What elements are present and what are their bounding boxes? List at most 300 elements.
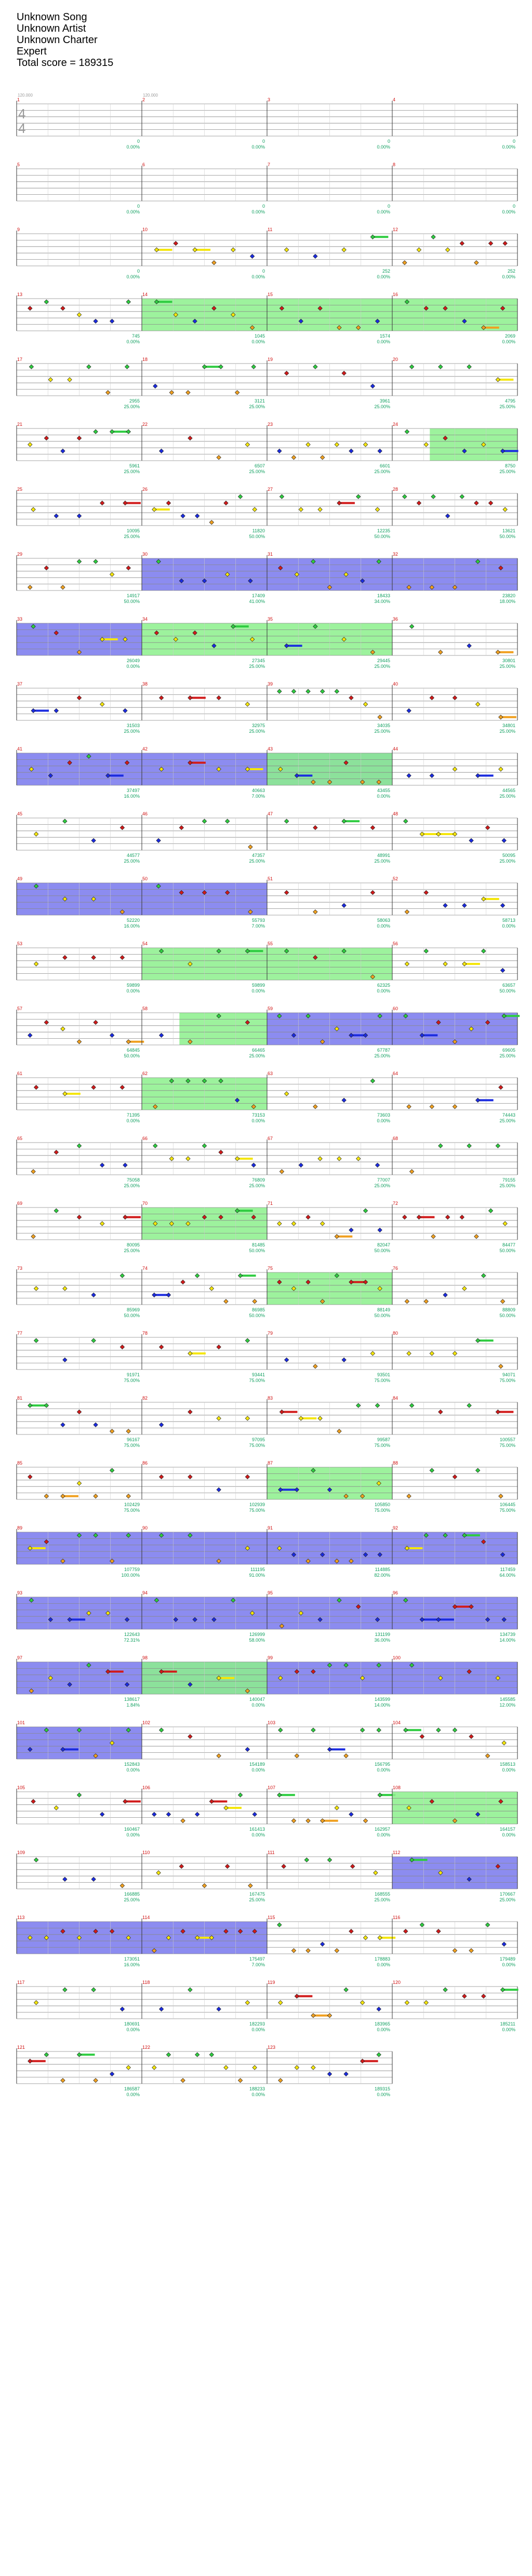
- note-gem: [409, 365, 414, 369]
- note-gem: [438, 1410, 443, 1414]
- measure-number: 6: [142, 162, 145, 167]
- measure-number: 17: [17, 357, 23, 362]
- measure-percent: 25.00%: [374, 858, 390, 864]
- note-gem: [304, 1858, 309, 1862]
- measure-percent: 75.00%: [124, 1443, 140, 1448]
- measure-score: 2955: [129, 398, 140, 404]
- note-gem: [476, 1468, 480, 1472]
- measure-98: [142, 1655, 267, 1708]
- note-gem: [453, 1949, 457, 1953]
- measure-percent: 16.00%: [124, 794, 140, 799]
- measure-score: 0: [387, 204, 390, 209]
- measure-score: 59899: [126, 983, 140, 988]
- measure-score: 161413: [249, 1827, 265, 1832]
- measure-88: [392, 1460, 517, 1513]
- note-gem: [126, 566, 130, 570]
- note-gem: [188, 1988, 192, 1992]
- note-gem: [209, 1286, 214, 1291]
- measure-number: 25: [17, 487, 23, 492]
- note-gem: [54, 514, 58, 518]
- measure-115: [267, 1915, 395, 1967]
- note-gem: [407, 1105, 411, 1109]
- measure-score: 47357: [251, 853, 265, 858]
- measure-85: [17, 1460, 142, 1513]
- note-gem: [209, 1799, 214, 1803]
- note-gem: [438, 365, 443, 369]
- measure-number: 61: [17, 1071, 23, 1076]
- note-gem: [405, 962, 409, 966]
- note-gem: [156, 1871, 161, 1875]
- note-gem: [280, 1170, 284, 1174]
- measure-score: 188233: [249, 2086, 265, 2091]
- measure-number: 88: [393, 1460, 398, 1466]
- measure-score: 0: [512, 139, 515, 144]
- measure-percent: 0.00%: [502, 1962, 515, 1967]
- note-gem: [77, 1215, 81, 1219]
- measure-percent: 0.00%: [251, 1702, 265, 1708]
- note-gem: [500, 1299, 504, 1304]
- measure-number: 59: [268, 1006, 273, 1011]
- note-gem: [356, 494, 361, 499]
- note-gem: [100, 1222, 104, 1226]
- note-gem: [503, 241, 507, 245]
- measure-number: 37: [17, 681, 23, 687]
- note-gem: [500, 903, 504, 907]
- note-gem: [245, 1747, 249, 1751]
- note-gem: [335, 1235, 339, 1239]
- measure-score: 745: [131, 333, 140, 339]
- measure-number: 113: [17, 1915, 25, 1920]
- measure-percent: 25.00%: [124, 1248, 140, 1253]
- measure-percent: 0.00%: [377, 923, 390, 929]
- measure-number: 21: [17, 422, 23, 427]
- note-gem: [120, 2007, 124, 2011]
- note-gem: [291, 1222, 296, 1226]
- note-gem: [374, 1871, 378, 1875]
- measure-74: [142, 1266, 267, 1318]
- note-gem: [403, 494, 407, 499]
- measure-percent: 25.00%: [124, 534, 140, 539]
- tempo-label: 120.000: [143, 93, 158, 98]
- note-gem: [153, 1144, 157, 1148]
- note-gem: [34, 1338, 38, 1343]
- note-gem: [313, 1364, 317, 1369]
- measure-percent: 0.00%: [377, 1962, 390, 1967]
- note-gem: [327, 2072, 331, 2076]
- note-gem: [375, 1163, 379, 1167]
- measure-117: [17, 1980, 142, 2032]
- note-gem: [224, 1806, 228, 1810]
- note-gem: [152, 1293, 156, 1297]
- note-gem: [120, 1273, 124, 1278]
- measure-score: 40663: [251, 788, 265, 793]
- measure-percent: 0.00%: [251, 209, 265, 214]
- measure-score: 64845: [126, 1048, 140, 1053]
- note-gem: [152, 1812, 156, 1816]
- note-gem: [313, 825, 317, 829]
- measure-16: [392, 292, 517, 344]
- measure-percent: 25.00%: [249, 729, 265, 734]
- measure-number: 69: [17, 1201, 23, 1206]
- note-gem: [349, 1929, 353, 1933]
- measure-30: [142, 552, 267, 604]
- measure-percent: 16.00%: [124, 1962, 140, 1967]
- note-gem: [499, 1085, 503, 1089]
- note-gem: [29, 365, 33, 369]
- measure-38: [142, 681, 267, 734]
- note-gem: [61, 585, 65, 589]
- note-gem: [438, 1144, 443, 1148]
- measure-number: 120: [393, 1980, 401, 1985]
- measure-34: [142, 616, 267, 669]
- measure-score: 189315: [374, 2086, 390, 2091]
- note-gem: [342, 903, 346, 907]
- measure-percent: 0.00%: [126, 339, 140, 344]
- note-gem: [186, 391, 190, 395]
- measure-63: [267, 1071, 392, 1123]
- note-gem: [91, 1988, 96, 1992]
- note-gem: [280, 494, 284, 499]
- measure-23: [267, 422, 392, 474]
- measure-percent: 75.00%: [249, 1443, 265, 1448]
- note-gem: [306, 689, 310, 693]
- note-gem: [87, 365, 91, 369]
- measure-score: 166885: [124, 1891, 140, 1897]
- measure-score: 114885: [375, 1567, 390, 1572]
- measure-percent: 12.00%: [499, 1702, 515, 1708]
- measure-number: 8: [393, 162, 396, 167]
- note-gem: [306, 1819, 310, 1823]
- measure-score: 81485: [251, 1242, 265, 1247]
- measure-percent: 25.00%: [249, 1897, 265, 1902]
- measure-46: [142, 811, 267, 864]
- note-gem: [181, 2078, 185, 2083]
- note-gem: [94, 2078, 98, 2083]
- measure-percent: 75.00%: [374, 1443, 390, 1448]
- measure-score: 27345: [251, 658, 265, 663]
- note-gem: [251, 365, 256, 369]
- measure-score: 102429: [124, 1502, 140, 1507]
- measure-percent: 7.00%: [251, 923, 265, 929]
- note-gem: [188, 1474, 192, 1479]
- note-gem: [370, 890, 375, 894]
- note-gem: [91, 1293, 96, 1297]
- note-gem: [424, 890, 428, 894]
- measure-score: 58713: [502, 918, 515, 923]
- measure-number: 38: [142, 681, 148, 687]
- measure-percent: 75.00%: [499, 1508, 515, 1513]
- measure-percent: 0.00%: [377, 1118, 390, 1123]
- measure-number: 82: [142, 1396, 148, 1401]
- note-gem: [34, 832, 38, 836]
- measure-score: 107759: [124, 1567, 140, 1572]
- measure-score: 13621: [502, 528, 515, 533]
- measure-101: [17, 1720, 142, 1773]
- note-gem: [436, 1728, 441, 1732]
- measure-41: [17, 746, 142, 799]
- measure-score: 162957: [374, 1827, 390, 1832]
- note-gem: [245, 2001, 249, 2005]
- note-gem: [245, 1338, 249, 1343]
- measure-number: 92: [393, 1525, 398, 1531]
- note-gem: [378, 1228, 382, 1232]
- note-gem: [496, 1144, 500, 1148]
- measure-percent: 25.00%: [374, 1053, 390, 1058]
- measure-number: 108: [393, 1785, 401, 1790]
- measure-number: 58: [142, 1006, 148, 1011]
- note-gem: [120, 1884, 124, 1888]
- note-gem: [467, 643, 471, 648]
- note-gem: [403, 1215, 407, 1219]
- note-gem: [284, 819, 288, 823]
- measure-100: [392, 1655, 517, 1708]
- note-gem: [443, 962, 447, 966]
- measure-percent: 0.00%: [377, 1767, 390, 1773]
- measure-percent: 75.00%: [249, 1508, 265, 1513]
- note-gem: [318, 1157, 322, 1161]
- measure-number: 60: [393, 1006, 398, 1011]
- measure-number: 109: [17, 1850, 25, 1855]
- note-gem: [377, 2052, 381, 2057]
- measure-114: [142, 1915, 267, 1967]
- measure-1: [17, 97, 142, 150]
- note-gem: [61, 1423, 65, 1427]
- measure-score: 44565: [502, 788, 515, 793]
- measure-percent: 0.00%: [377, 144, 390, 150]
- note-gem: [313, 910, 317, 914]
- measure-percent: 0.00%: [126, 209, 140, 214]
- measure-57: [17, 1006, 144, 1058]
- measure-number: 84: [393, 1396, 398, 1401]
- note-gem: [476, 773, 480, 777]
- note-gem: [126, 1494, 130, 1498]
- measure-72: [392, 1201, 517, 1253]
- measure-number: 115: [268, 1915, 275, 1920]
- measure-score: 170667: [499, 1891, 515, 1897]
- measure-percent: 0.00%: [377, 339, 390, 344]
- measure-4: [392, 97, 517, 150]
- measure-score: 1574: [379, 333, 390, 339]
- measure-percent: 25.00%: [124, 729, 140, 734]
- note-gem: [248, 1884, 252, 1888]
- measure-58: [142, 1006, 267, 1058]
- measure-score: 3961: [379, 398, 390, 404]
- note-gem: [424, 442, 428, 447]
- measure-79: [267, 1331, 392, 1383]
- measure-percent: 25.00%: [374, 469, 390, 474]
- note-gem: [159, 1423, 163, 1427]
- note-gem: [94, 430, 98, 434]
- measure-number: 26: [142, 487, 148, 492]
- measure-number: 47: [268, 811, 273, 816]
- note-gem: [77, 1040, 81, 1044]
- note-gem: [409, 1170, 414, 1174]
- note-gem: [476, 702, 480, 706]
- measure-number: 89: [17, 1525, 23, 1531]
- measure-67: [267, 1136, 392, 1188]
- measure-percent: 25.00%: [249, 469, 265, 474]
- note-gem: [252, 507, 257, 512]
- measure-score: 94071: [502, 1372, 515, 1377]
- note-gem: [159, 1345, 163, 1349]
- note-gem: [500, 968, 504, 972]
- measure-number: 57: [17, 1006, 23, 1011]
- note-gem: [443, 903, 447, 907]
- note-gem: [231, 248, 235, 252]
- note-gem: [159, 1474, 163, 1479]
- measure-number: 28: [393, 487, 398, 492]
- measure-number: 95: [268, 1590, 273, 1595]
- note-gem: [430, 1468, 434, 1472]
- measure-number: 53: [17, 941, 23, 946]
- measure-score: 131199: [375, 1632, 390, 1637]
- measure-123: [267, 2045, 392, 2097]
- note-gem: [94, 1020, 98, 1024]
- measure-116: [392, 1915, 517, 1967]
- note-gem: [417, 248, 421, 252]
- measure-percent: 0.00%: [502, 339, 515, 344]
- measure-number: 105: [17, 1785, 25, 1790]
- note-gem: [453, 695, 457, 700]
- measure-score: 63657: [502, 983, 515, 988]
- measure-score: 11820: [252, 528, 265, 533]
- measure-score: 29445: [377, 658, 390, 663]
- measure-percent: 41.00%: [249, 599, 265, 604]
- note-gem: [344, 1988, 348, 1992]
- note-gem: [174, 241, 178, 245]
- measure-score: 82047: [377, 1242, 390, 1247]
- note-gem: [462, 962, 467, 966]
- measure-score: 0: [262, 269, 265, 274]
- note-gem: [63, 1092, 67, 1096]
- note-gem: [306, 442, 310, 447]
- measure-score: 62325: [377, 983, 390, 988]
- measure-percent: 50.00%: [499, 988, 515, 994]
- note-gem: [482, 1273, 486, 1278]
- measure-score: 252: [382, 269, 390, 274]
- measure-score: 134739: [499, 1632, 515, 1637]
- measure-percent: 1.84%: [126, 1702, 140, 1708]
- measure-number: 46: [142, 811, 148, 816]
- note-gem: [100, 1812, 104, 1816]
- measure-percent: 82.00%: [374, 1573, 390, 1578]
- measure-score: 183965: [374, 2021, 390, 2027]
- measure-number: 49: [17, 876, 23, 881]
- note-gem: [424, 949, 428, 953]
- measure-61: [17, 1071, 142, 1123]
- note-gem: [488, 501, 493, 505]
- measure-number: 102: [142, 1720, 151, 1725]
- note-gem: [496, 378, 500, 382]
- measure-number: 35: [268, 616, 273, 622]
- measure-number: 16: [393, 292, 398, 297]
- note-gem: [431, 235, 435, 239]
- measure-118: [142, 1980, 267, 2032]
- note-gem: [306, 1949, 310, 1953]
- measure-number: 30: [142, 552, 148, 557]
- time-signature-numerator: 4: [18, 106, 26, 122]
- measure-percent: 34.00%: [374, 599, 390, 604]
- measure-96: [392, 1590, 517, 1643]
- measure-percent: 50.00%: [374, 1248, 390, 1253]
- note-gem: [159, 1728, 163, 1732]
- measure-percent: 25.00%: [499, 794, 515, 799]
- measure-score: 34801: [502, 723, 515, 728]
- measure-score: 88809: [502, 1307, 515, 1312]
- measure-score: 0: [262, 139, 265, 144]
- measure-number: 13: [17, 292, 23, 297]
- note-gem: [61, 1494, 65, 1498]
- measure-number: 54: [142, 941, 148, 946]
- note-gem: [313, 1105, 317, 1109]
- measure-percent: 50.00%: [374, 1313, 390, 1318]
- measure-score: 84477: [502, 1242, 515, 1247]
- note-gem: [356, 1403, 361, 1407]
- measure-50: [142, 876, 267, 929]
- measure-score: 80095: [126, 1242, 140, 1247]
- measure-score: 145585: [499, 1697, 515, 1702]
- measure-score: 8750: [504, 463, 515, 468]
- measure-number: 34: [142, 616, 148, 622]
- measure-score: 156795: [374, 1762, 390, 1767]
- difficulty-label: Expert: [17, 46, 47, 57]
- note-gem: [217, 695, 221, 700]
- note-gem: [28, 2059, 32, 2063]
- measure-121: [17, 2045, 142, 2097]
- note-gem: [378, 449, 382, 453]
- measure-percent: 0.00%: [377, 274, 390, 279]
- note-gem: [335, 689, 339, 693]
- measure-percent: 75.00%: [249, 1378, 265, 1383]
- note-gem: [91, 955, 96, 959]
- note-gem: [405, 1299, 409, 1304]
- measure-number: 76: [393, 1266, 398, 1271]
- note-gem: [126, 430, 130, 434]
- measure-44: [392, 746, 517, 799]
- note-gem: [34, 1286, 38, 1291]
- measure-12: [392, 227, 517, 279]
- note-gem: [327, 1747, 331, 1751]
- measure-score: 66465: [251, 1048, 265, 1053]
- note-gem: [407, 708, 411, 713]
- measure-33: [17, 616, 142, 669]
- note-gem: [120, 1085, 124, 1089]
- measure-percent: 64.00%: [499, 1573, 515, 1578]
- measure-score: 138617: [124, 1697, 140, 1702]
- note-gem: [224, 1299, 228, 1304]
- measure-percent: 0.00%: [126, 274, 140, 279]
- note-gem: [193, 248, 197, 252]
- measure-27: [267, 487, 392, 539]
- note-gem: [363, 1819, 367, 1823]
- measure-score: 99587: [377, 1437, 390, 1442]
- note-gem: [363, 702, 367, 706]
- measure-percent: 18.00%: [499, 599, 515, 604]
- measure-55: [267, 941, 392, 994]
- measure-number: 3: [268, 97, 271, 102]
- measure-number: 123: [268, 2045, 276, 2050]
- measure-score: 175497: [249, 1956, 265, 1962]
- measure-percent: 25.00%: [374, 729, 390, 734]
- measure-percent: 25.00%: [124, 404, 140, 409]
- measure-score: 77007: [377, 1177, 390, 1183]
- note-gem: [195, 2052, 199, 2057]
- note-gem: [496, 1410, 500, 1414]
- measure-32: [392, 552, 517, 604]
- measure-number: 70: [142, 1201, 148, 1206]
- measure-2: [142, 97, 267, 150]
- measure-number: 86: [142, 1460, 148, 1466]
